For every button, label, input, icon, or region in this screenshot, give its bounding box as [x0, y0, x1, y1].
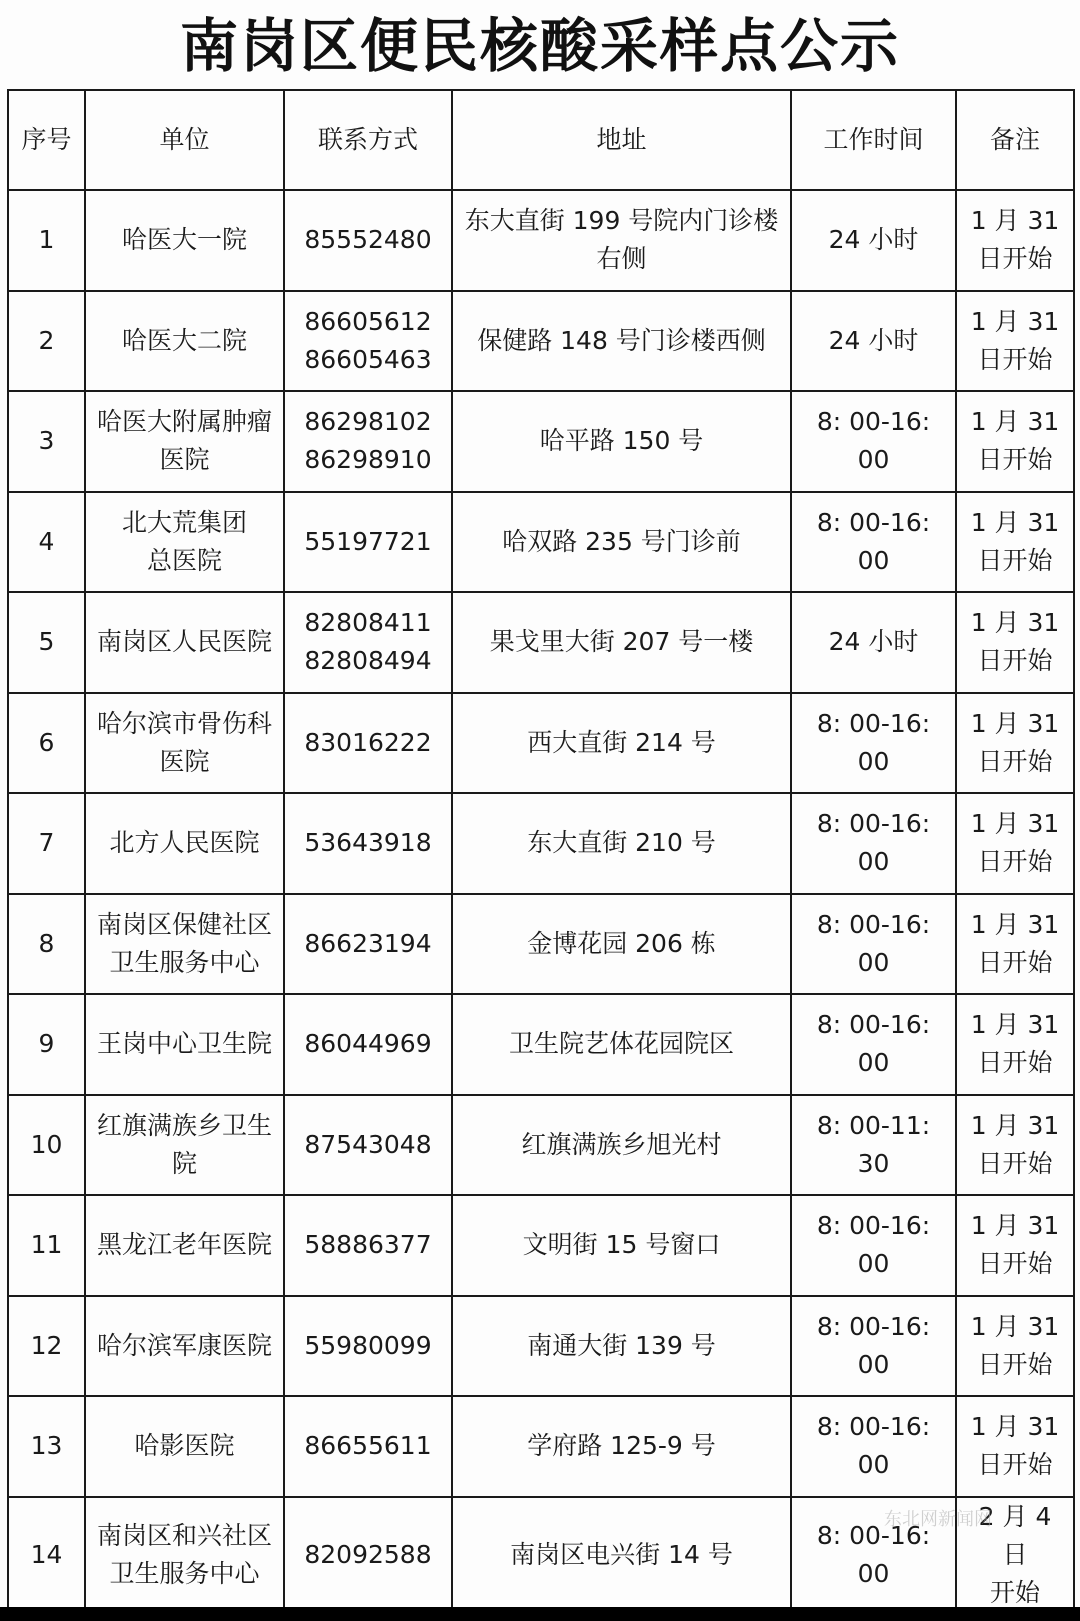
- cell-number: 2: [8, 291, 85, 392]
- cell-contact: [284, 391, 452, 492]
- cell-note-line: 1 月 31: [970, 1211, 1060, 1241]
- cell-note: [956, 1095, 1074, 1196]
- cell-address-line: 金博花园 206 栋: [527, 928, 716, 958]
- header-note: 备注: [956, 90, 1074, 190]
- cell-hours-line: 8: 00-16:: [816, 407, 931, 437]
- table-row: [8, 994, 1074, 1095]
- cell-note-line: 日开始: [977, 445, 1053, 475]
- cell-address: [452, 1296, 791, 1397]
- cell-hours-line: 00: [857, 947, 890, 977]
- table-row: [8, 793, 1074, 894]
- cell-hours: [791, 391, 956, 492]
- cell-contact: [284, 291, 452, 392]
- cell-unit: [85, 190, 284, 291]
- cell-unit-line: 哈医大一院: [121, 225, 247, 255]
- cell-contact: [284, 592, 452, 693]
- cell-unit-line: 黑龙江老年医院: [96, 1230, 272, 1260]
- cell-address-line: 右侧: [596, 244, 647, 274]
- cell-contact: [284, 492, 452, 593]
- table-row: [8, 492, 1074, 593]
- cell-note-line: 日开始: [977, 545, 1053, 575]
- cell-contact: [284, 693, 452, 794]
- cell-number: 10: [8, 1095, 85, 1196]
- cell-unit: [85, 894, 284, 995]
- cell-contact-line: 58886377: [304, 1230, 432, 1260]
- cell-hours-line: 8: 00-16:: [816, 708, 931, 738]
- cell-contact-line: 87543048: [304, 1129, 432, 1159]
- cell-address: [452, 994, 791, 1095]
- cell-address-line: 哈平路 150 号: [539, 426, 704, 456]
- cell-contact: [284, 1396, 452, 1497]
- cell-note-line: 日开始: [977, 1048, 1053, 1078]
- cell-unit-line: 卫生服务中心: [109, 947, 260, 977]
- table-header-row: [8, 90, 1074, 190]
- cell-hours-line: 00: [857, 1558, 890, 1588]
- cell-number: 4: [8, 492, 85, 593]
- cell-contact-line: 86605463: [304, 344, 432, 374]
- cell-hours-line: 24 小时: [828, 627, 919, 657]
- header-contact: 联系方式: [284, 90, 452, 190]
- watermark: 东北网新闻网: [884, 1509, 992, 1530]
- cell-hours-line: 24 小时: [828, 325, 919, 355]
- cell-hours-line: 00: [857, 1349, 890, 1379]
- cell-hours-line: 00: [857, 1249, 890, 1279]
- cell-hours: [791, 1095, 956, 1196]
- cell-unit: [85, 592, 284, 693]
- cell-unit-line: 北大荒集团: [121, 507, 247, 537]
- cell-address-line: 果戈里大街 207 号一楼: [489, 627, 754, 657]
- table-row: [8, 894, 1074, 995]
- cell-contact-line: 85552480: [304, 225, 432, 255]
- cell-address: [452, 592, 791, 693]
- cell-contact-line: 82092588: [304, 1539, 432, 1569]
- cell-hours-line: 8: 00-11:: [816, 1110, 931, 1140]
- cell-number: 12: [8, 1296, 85, 1397]
- cell-note: [956, 592, 1074, 693]
- cell-note-line: 2 月 4 日: [978, 1501, 1052, 1569]
- table-row: [8, 291, 1074, 392]
- header-number: 序号: [8, 90, 85, 190]
- page-title: 南岗区便民核酸采样点公示: [179, 12, 900, 80]
- cell-note: [956, 291, 1074, 392]
- cell-unit: [85, 793, 284, 894]
- cell-hours-line: 00: [857, 545, 890, 575]
- header-address: 地址: [452, 90, 791, 190]
- cell-note: [956, 894, 1074, 995]
- cell-note: [956, 1296, 1074, 1397]
- cell-note: [956, 391, 1074, 492]
- cell-note: [956, 994, 1074, 1095]
- cell-contact-line: 55197721: [304, 526, 432, 556]
- table-row: [8, 1396, 1074, 1497]
- cell-address: [452, 190, 791, 291]
- cell-unit-line: 北方人民医院: [109, 828, 260, 858]
- cell-hours: [791, 592, 956, 693]
- cell-unit-line: 哈尔滨市骨伤科: [96, 708, 272, 738]
- cell-unit: [85, 1497, 284, 1613]
- cell-contact: [284, 1497, 452, 1613]
- cell-contact: [284, 1296, 452, 1397]
- cell-note-line: 1 月 31: [970, 708, 1060, 738]
- cell-note-line: 日开始: [977, 1148, 1053, 1178]
- cell-number: 9: [8, 994, 85, 1095]
- cell-contact-line: 83016222: [304, 727, 432, 757]
- cell-address-line: 东大直街 199 号院内门诊楼: [464, 206, 779, 236]
- cell-note-line: 1 月 31: [970, 909, 1060, 939]
- cell-number: 6: [8, 693, 85, 794]
- cell-note-line: 1 月 31: [970, 306, 1060, 336]
- cell-address: [452, 1396, 791, 1497]
- cell-number: 3: [8, 391, 85, 492]
- cell-address-line: 文明街 15 号窗口: [522, 1230, 721, 1260]
- table-row: [8, 190, 1074, 291]
- cell-address: [452, 1195, 791, 1296]
- cell-hours-line: 8: 00-16:: [816, 1211, 931, 1241]
- cell-contact: [284, 894, 452, 995]
- cell-contact: [284, 994, 452, 1095]
- cell-number: 11: [8, 1195, 85, 1296]
- cell-unit: [85, 994, 284, 1095]
- cell-unit-line: 南岗区和兴社区: [96, 1520, 272, 1550]
- cell-unit-line: 红旗满族乡卫生: [96, 1110, 272, 1140]
- cell-hours: [791, 1195, 956, 1296]
- cell-unit-line: 哈尔滨军康医院: [96, 1330, 272, 1360]
- cell-note-line: 1 月 31: [970, 809, 1060, 839]
- table-row: [8, 391, 1074, 492]
- cell-hours: [791, 492, 956, 593]
- cell-unit-line: 哈影医院: [134, 1431, 235, 1461]
- cell-unit: [85, 291, 284, 392]
- cell-number: 5: [8, 592, 85, 693]
- cell-number: 1: [8, 190, 85, 291]
- cell-hours: [791, 1396, 956, 1497]
- cell-address: [452, 1095, 791, 1196]
- cell-hours-line: 00: [857, 445, 890, 475]
- table-row: [8, 1095, 1074, 1196]
- cell-hours: [791, 894, 956, 995]
- table-body: [8, 190, 1074, 1613]
- cell-unit-line: 医院: [159, 445, 210, 475]
- cell-unit-line: 卫生服务中心: [109, 1558, 260, 1588]
- cell-contact-line: 86044969: [304, 1029, 432, 1059]
- cell-hours-line: 8: 00-16:: [816, 1311, 931, 1341]
- cell-address: [452, 693, 791, 794]
- cell-hours-line: 8: 00-16:: [816, 507, 931, 537]
- cell-unit: [85, 1296, 284, 1397]
- cell-number: 8: [8, 894, 85, 995]
- cell-hours: [791, 291, 956, 392]
- cell-contact: [284, 1095, 452, 1196]
- cell-note-line: 日开始: [977, 1349, 1053, 1379]
- cell-hours: [791, 693, 956, 794]
- cell-address-line: 保健路 148 号门诊楼西侧: [477, 325, 766, 355]
- cell-unit-line: 哈医大二院: [121, 325, 247, 355]
- cell-contact-line: 86605612: [304, 306, 432, 336]
- cell-contact-line: 82808411: [304, 608, 432, 638]
- cell-hours: [791, 793, 956, 894]
- cell-note-line: 1 月 31: [970, 206, 1060, 236]
- cell-note: [956, 693, 1074, 794]
- cell-hours: [791, 994, 956, 1095]
- cell-note-line: 日开始: [977, 646, 1053, 676]
- cell-note: [956, 492, 1074, 593]
- cell-contact-line: 86298102: [304, 407, 432, 437]
- cell-note-line: 日开始: [977, 244, 1053, 274]
- cell-hours-line: 8: 00-16:: [816, 1010, 931, 1040]
- cell-unit-line: 哈医大附属肿瘤: [96, 407, 272, 437]
- table-row: [8, 693, 1074, 794]
- header-hours: 工作时间: [791, 90, 956, 190]
- cell-number: 14: [8, 1497, 85, 1613]
- cell-note-line: 日开始: [977, 1249, 1053, 1279]
- cell-address-line: 学府路 125-9 号: [527, 1431, 716, 1461]
- cell-note-line: 1 月 31: [970, 407, 1060, 437]
- cell-address-line: 西大直街 214 号: [527, 727, 716, 757]
- cell-address-line: 哈双路 235 号门诊前: [502, 526, 741, 556]
- cell-unit: [85, 1195, 284, 1296]
- cell-hours-line: 00: [857, 746, 890, 776]
- cell-unit-line: 医院: [159, 746, 210, 776]
- cell-address-line: 卫生院艺体花园院区: [508, 1029, 734, 1059]
- cell-address-line: 东大直街 210 号: [527, 828, 716, 858]
- cell-note: [956, 793, 1074, 894]
- cell-unit-line: 院: [171, 1148, 197, 1178]
- cell-address-line: 南通大街 139 号: [527, 1330, 716, 1360]
- cell-contact-line: 53643918: [304, 828, 432, 858]
- cell-address: [452, 391, 791, 492]
- cell-contact-line: 86623194: [304, 928, 432, 958]
- cell-unit: [85, 391, 284, 492]
- cell-note-line: 1 月 31: [970, 608, 1060, 638]
- cell-note-line: 1 月 31: [970, 1311, 1060, 1341]
- cell-note-line: 日开始: [977, 1450, 1053, 1480]
- cell-number: 7: [8, 793, 85, 894]
- cell-hours-line: 24 小时: [828, 225, 919, 255]
- cell-note-line: 1 月 31: [970, 507, 1060, 537]
- cell-hours-line: 00: [857, 847, 890, 877]
- cell-address-line: 红旗满族乡旭光村: [521, 1129, 722, 1159]
- cell-contact: [284, 793, 452, 894]
- cell-address: [452, 894, 791, 995]
- cell-note: [956, 190, 1074, 291]
- cell-note-line: 日开始: [977, 344, 1053, 374]
- cell-hours-line: 8: 00-16:: [816, 1520, 931, 1550]
- cell-unit: [85, 1095, 284, 1196]
- header-unit: 单位: [85, 90, 284, 190]
- cell-address: [452, 1497, 791, 1613]
- table-row: [8, 1296, 1074, 1397]
- cell-contact: [284, 190, 452, 291]
- cell-contact: [284, 1195, 452, 1296]
- cell-hours-line: 8: 00-16:: [816, 909, 931, 939]
- cell-note-line: 日开始: [977, 746, 1053, 776]
- cell-unit: [85, 693, 284, 794]
- sampling-sites-table: [7, 89, 1075, 1614]
- cell-note-line: 1 月 31: [970, 1010, 1060, 1040]
- cell-unit: [85, 1396, 284, 1497]
- cell-number: 13: [8, 1396, 85, 1497]
- cell-unit-line: 南岗区保健社区: [96, 909, 272, 939]
- cell-contact-line: 55980099: [304, 1330, 432, 1360]
- cell-hours-line: 8: 00-16:: [816, 809, 931, 839]
- cell-note-line: 1 月 31: [970, 1412, 1060, 1442]
- cell-note-line: 日开始: [977, 947, 1053, 977]
- table-row: [8, 592, 1074, 693]
- cell-note-line: 开始: [989, 1577, 1040, 1607]
- table-row: [8, 1195, 1074, 1296]
- cell-unit-line: 总医院: [146, 545, 222, 575]
- cell-contact-line: 82808494: [304, 646, 432, 676]
- bottom-bar: [0, 1607, 1080, 1621]
- cell-unit: [85, 492, 284, 593]
- cell-hours-line: 30: [857, 1148, 890, 1178]
- cell-contact-line: 86298910: [304, 445, 432, 475]
- cell-address: [452, 793, 791, 894]
- cell-unit-line: 南岗区人民医院: [96, 627, 272, 657]
- cell-note: [956, 1396, 1074, 1497]
- cell-hours: [791, 1296, 956, 1397]
- cell-hours-line: 00: [857, 1450, 890, 1480]
- cell-contact-line: 86655611: [304, 1431, 432, 1461]
- cell-note-line: 1 月 31: [970, 1110, 1060, 1140]
- cell-unit-line: 王岗中心卫生院: [96, 1029, 272, 1059]
- cell-hours-line: 00: [857, 1048, 890, 1078]
- cell-hours: [791, 190, 956, 291]
- cell-address: [452, 291, 791, 392]
- cell-hours-line: 8: 00-16:: [816, 1412, 931, 1442]
- cell-address: [452, 492, 791, 593]
- cell-note: [956, 1195, 1074, 1296]
- cell-address-line: 南岗区电兴街 14 号: [510, 1539, 733, 1569]
- cell-note-line: 日开始: [977, 847, 1053, 877]
